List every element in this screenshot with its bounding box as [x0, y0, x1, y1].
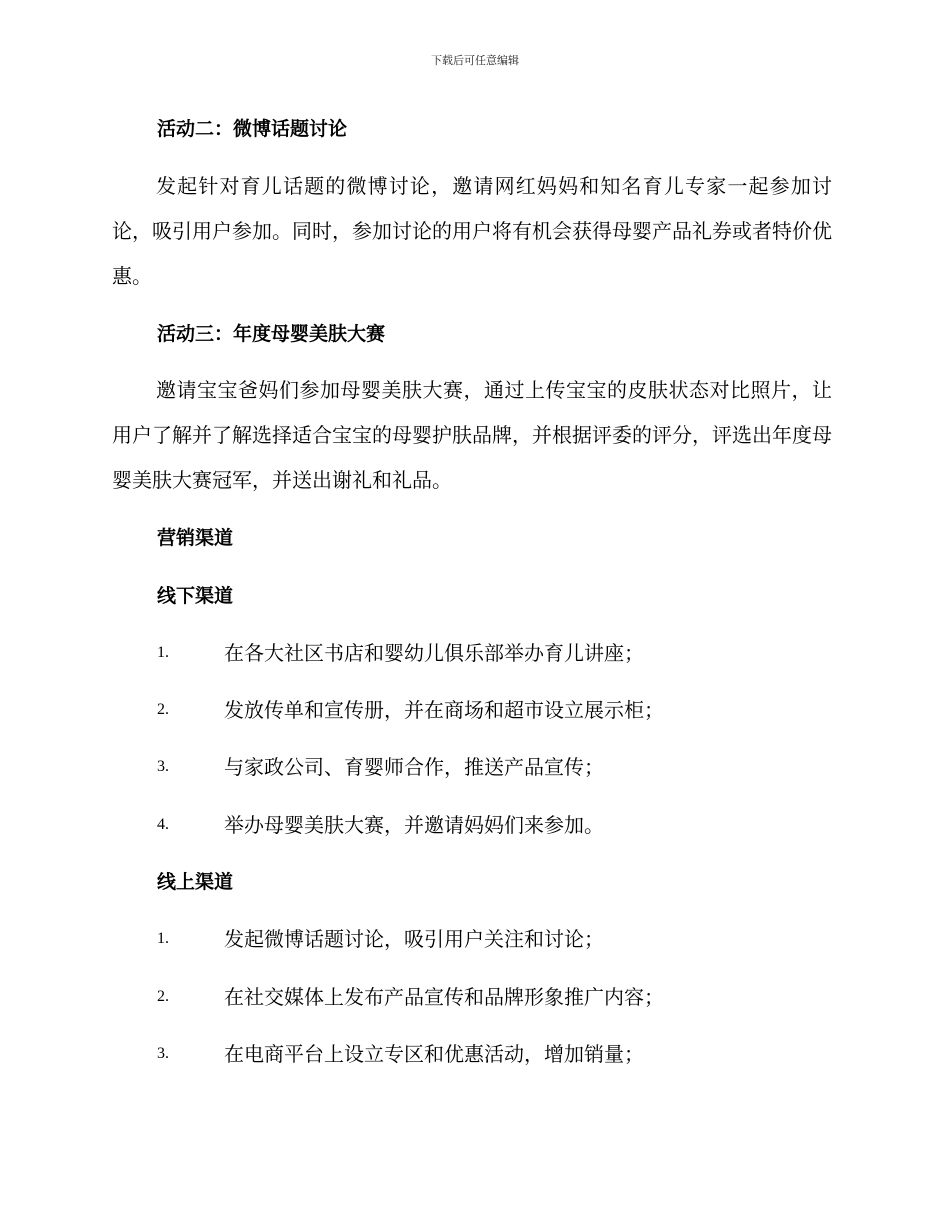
- list-item-number: 4.: [157, 816, 169, 833]
- list-item-text: 举办母婴美肤大赛，并邀请妈妈们来参加。: [224, 813, 604, 837]
- activity3-heading: 活动三：年度母婴美肤大赛: [157, 323, 386, 345]
- list-item-number: 1.: [157, 930, 169, 947]
- list-item-number: 3.: [157, 758, 169, 775]
- marketing-channels-heading: 营销渠道: [157, 527, 234, 549]
- list-item-number: 3.: [157, 1045, 169, 1062]
- offline-channels-heading: 线下渠道: [157, 585, 234, 607]
- online-channels-heading: 线上渠道: [157, 871, 234, 893]
- list-item-number: 2.: [157, 701, 169, 718]
- list-item-number: 2.: [157, 988, 169, 1005]
- list-item-text: 在各大社区书店和婴幼儿俱乐部举办育儿讲座；: [224, 641, 644, 665]
- list-item-text: 在社交媒体上发布产品宣传和品牌形象推广内容；: [224, 985, 664, 1009]
- list-item-text: 发起微博话题讨论，吸引用户关注和讨论；: [224, 927, 604, 951]
- activity2-paragraph: 发起针对育儿话题的微博讨论，邀请网红妈妈和知名育儿专家一起参加讨论，吸引用户参加。同时，参加讨论的用户将有机会获得母婴产品礼券或者特价优惠。: [112, 174, 832, 288]
- list-item-text: 发放传单和宣传册，并在商场和超市设立展示柜；: [224, 698, 664, 722]
- list-item-text: 在电商平台上设立专区和优惠活动，增加销量；: [224, 1042, 644, 1066]
- list-item-text: 与家政公司、育婴师合作，推送产品宣传；: [224, 755, 604, 779]
- activity3-paragraph: 邀请宝宝爸妈们参加母婴美肤大赛，通过上传宝宝的皮肤状态对比照片，让用户了解并了解选择适合宝宝的母婴护肤品牌，并根据评委的评分，评选出年度母婴美肤大赛冠军，并送出谢礼和礼品。: [112, 378, 832, 492]
- page-header: 下载后可任意编辑: [431, 54, 519, 67]
- list-item-number: 1.: [157, 644, 169, 661]
- activity2-heading: 活动二：微博话题讨论: [157, 118, 348, 140]
